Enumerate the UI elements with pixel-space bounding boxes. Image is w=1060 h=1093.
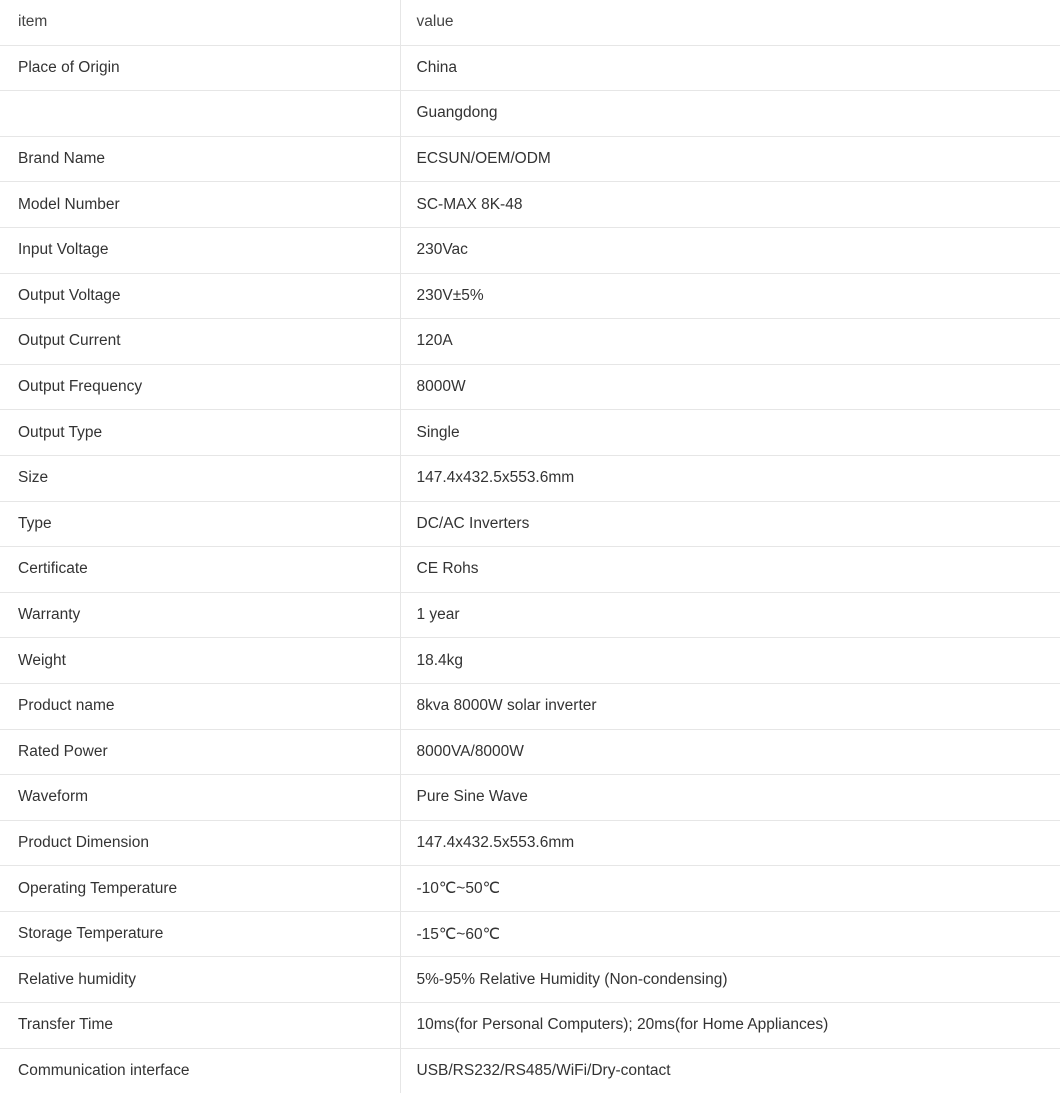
spec-item-value: 8000VA/8000W: [400, 729, 1060, 775]
spec-item-label: Product Dimension: [0, 820, 400, 866]
table-row: [0, 136, 1060, 182]
spec-item-label: Transfer Time: [0, 1003, 400, 1049]
spec-item-label: Storage Temperature: [0, 911, 400, 957]
column-header-value: value: [400, 0, 1060, 45]
table-row: [0, 1048, 1060, 1093]
table-row: [0, 592, 1060, 638]
spec-item-value: 1 year: [400, 592, 1060, 638]
table-row: [0, 547, 1060, 593]
spec-item-value: SC-MAX 8K-48: [400, 182, 1060, 228]
spec-item-label: Operating Temperature: [0, 866, 400, 912]
table-row: [0, 911, 1060, 957]
spec-item-value: USB/RS232/RS485/WiFi/Dry-contact: [400, 1048, 1060, 1093]
column-header-item: item: [0, 0, 400, 45]
table-row: [0, 273, 1060, 319]
table-row: [0, 1003, 1060, 1049]
spec-item-label: Weight: [0, 638, 400, 684]
table-row: [0, 45, 1060, 91]
spec-item-label: Brand Name: [0, 136, 400, 182]
spec-item-value: 120A: [400, 319, 1060, 365]
spec-item-value: 147.4x432.5x553.6mm: [400, 455, 1060, 501]
spec-item-label: Warranty: [0, 592, 400, 638]
table-header: [0, 0, 1060, 45]
table-row: [0, 364, 1060, 410]
spec-item-label: Input Voltage: [0, 227, 400, 273]
spec-item-label: Rated Power: [0, 729, 400, 775]
spec-item-value: China: [400, 45, 1060, 91]
spec-item-value: Guangdong: [400, 91, 1060, 137]
spec-item-value: -10℃~50℃: [400, 866, 1060, 912]
table-row: [0, 227, 1060, 273]
spec-item-label: Output Frequency: [0, 364, 400, 410]
spec-item-value: 5%-95% Relative Humidity (Non-condensing): [400, 957, 1060, 1003]
table-body: [0, 45, 1060, 1093]
spec-item-value: CE Rohs: [400, 547, 1060, 593]
spec-item-value: 147.4x432.5x553.6mm: [400, 820, 1060, 866]
spec-item-label: Waveform: [0, 775, 400, 821]
spec-item-label: Output Current: [0, 319, 400, 365]
spec-item-label: Certificate: [0, 547, 400, 593]
table-row: [0, 410, 1060, 456]
spec-item-label: Type: [0, 501, 400, 547]
spec-item-label: Output Type: [0, 410, 400, 456]
table-row: [0, 866, 1060, 912]
table-row: [0, 455, 1060, 501]
table-row: [0, 501, 1060, 547]
spec-item-value: 18.4kg: [400, 638, 1060, 684]
table-row: [0, 638, 1060, 684]
table-row: [0, 820, 1060, 866]
spec-item-value: DC/AC Inverters: [400, 501, 1060, 547]
table-header-row: [0, 0, 1060, 45]
spec-item-value: 8000W: [400, 364, 1060, 410]
spec-item-value: 230Vac: [400, 227, 1060, 273]
table-row: [0, 91, 1060, 137]
spec-item-label: Communication interface: [0, 1048, 400, 1093]
spec-item-label: Place of Origin: [0, 45, 400, 91]
spec-item-label: Output Voltage: [0, 273, 400, 319]
spec-item-label: [0, 91, 400, 137]
spec-item-value: 10ms(for Personal Computers); 20ms(for Home Appliances): [400, 1003, 1060, 1049]
spec-item-value: ECSUN/OEM/ODM: [400, 136, 1060, 182]
spec-item-label: Relative humidity: [0, 957, 400, 1003]
table-row: [0, 729, 1060, 775]
table-row: [0, 182, 1060, 228]
table-row: [0, 775, 1060, 821]
spec-item-value: Pure Sine Wave: [400, 775, 1060, 821]
spec-item-label: Product name: [0, 683, 400, 729]
spec-item-label: Size: [0, 455, 400, 501]
spec-item-value: 230V±5%: [400, 273, 1060, 319]
spec-item-value: -15℃~60℃: [400, 911, 1060, 957]
spec-item-label: Model Number: [0, 182, 400, 228]
table-row: [0, 957, 1060, 1003]
table-row: [0, 683, 1060, 729]
spec-item-value: Single: [400, 410, 1060, 456]
spec-item-value: 8kva 8000W solar inverter: [400, 683, 1060, 729]
table-row: [0, 319, 1060, 365]
